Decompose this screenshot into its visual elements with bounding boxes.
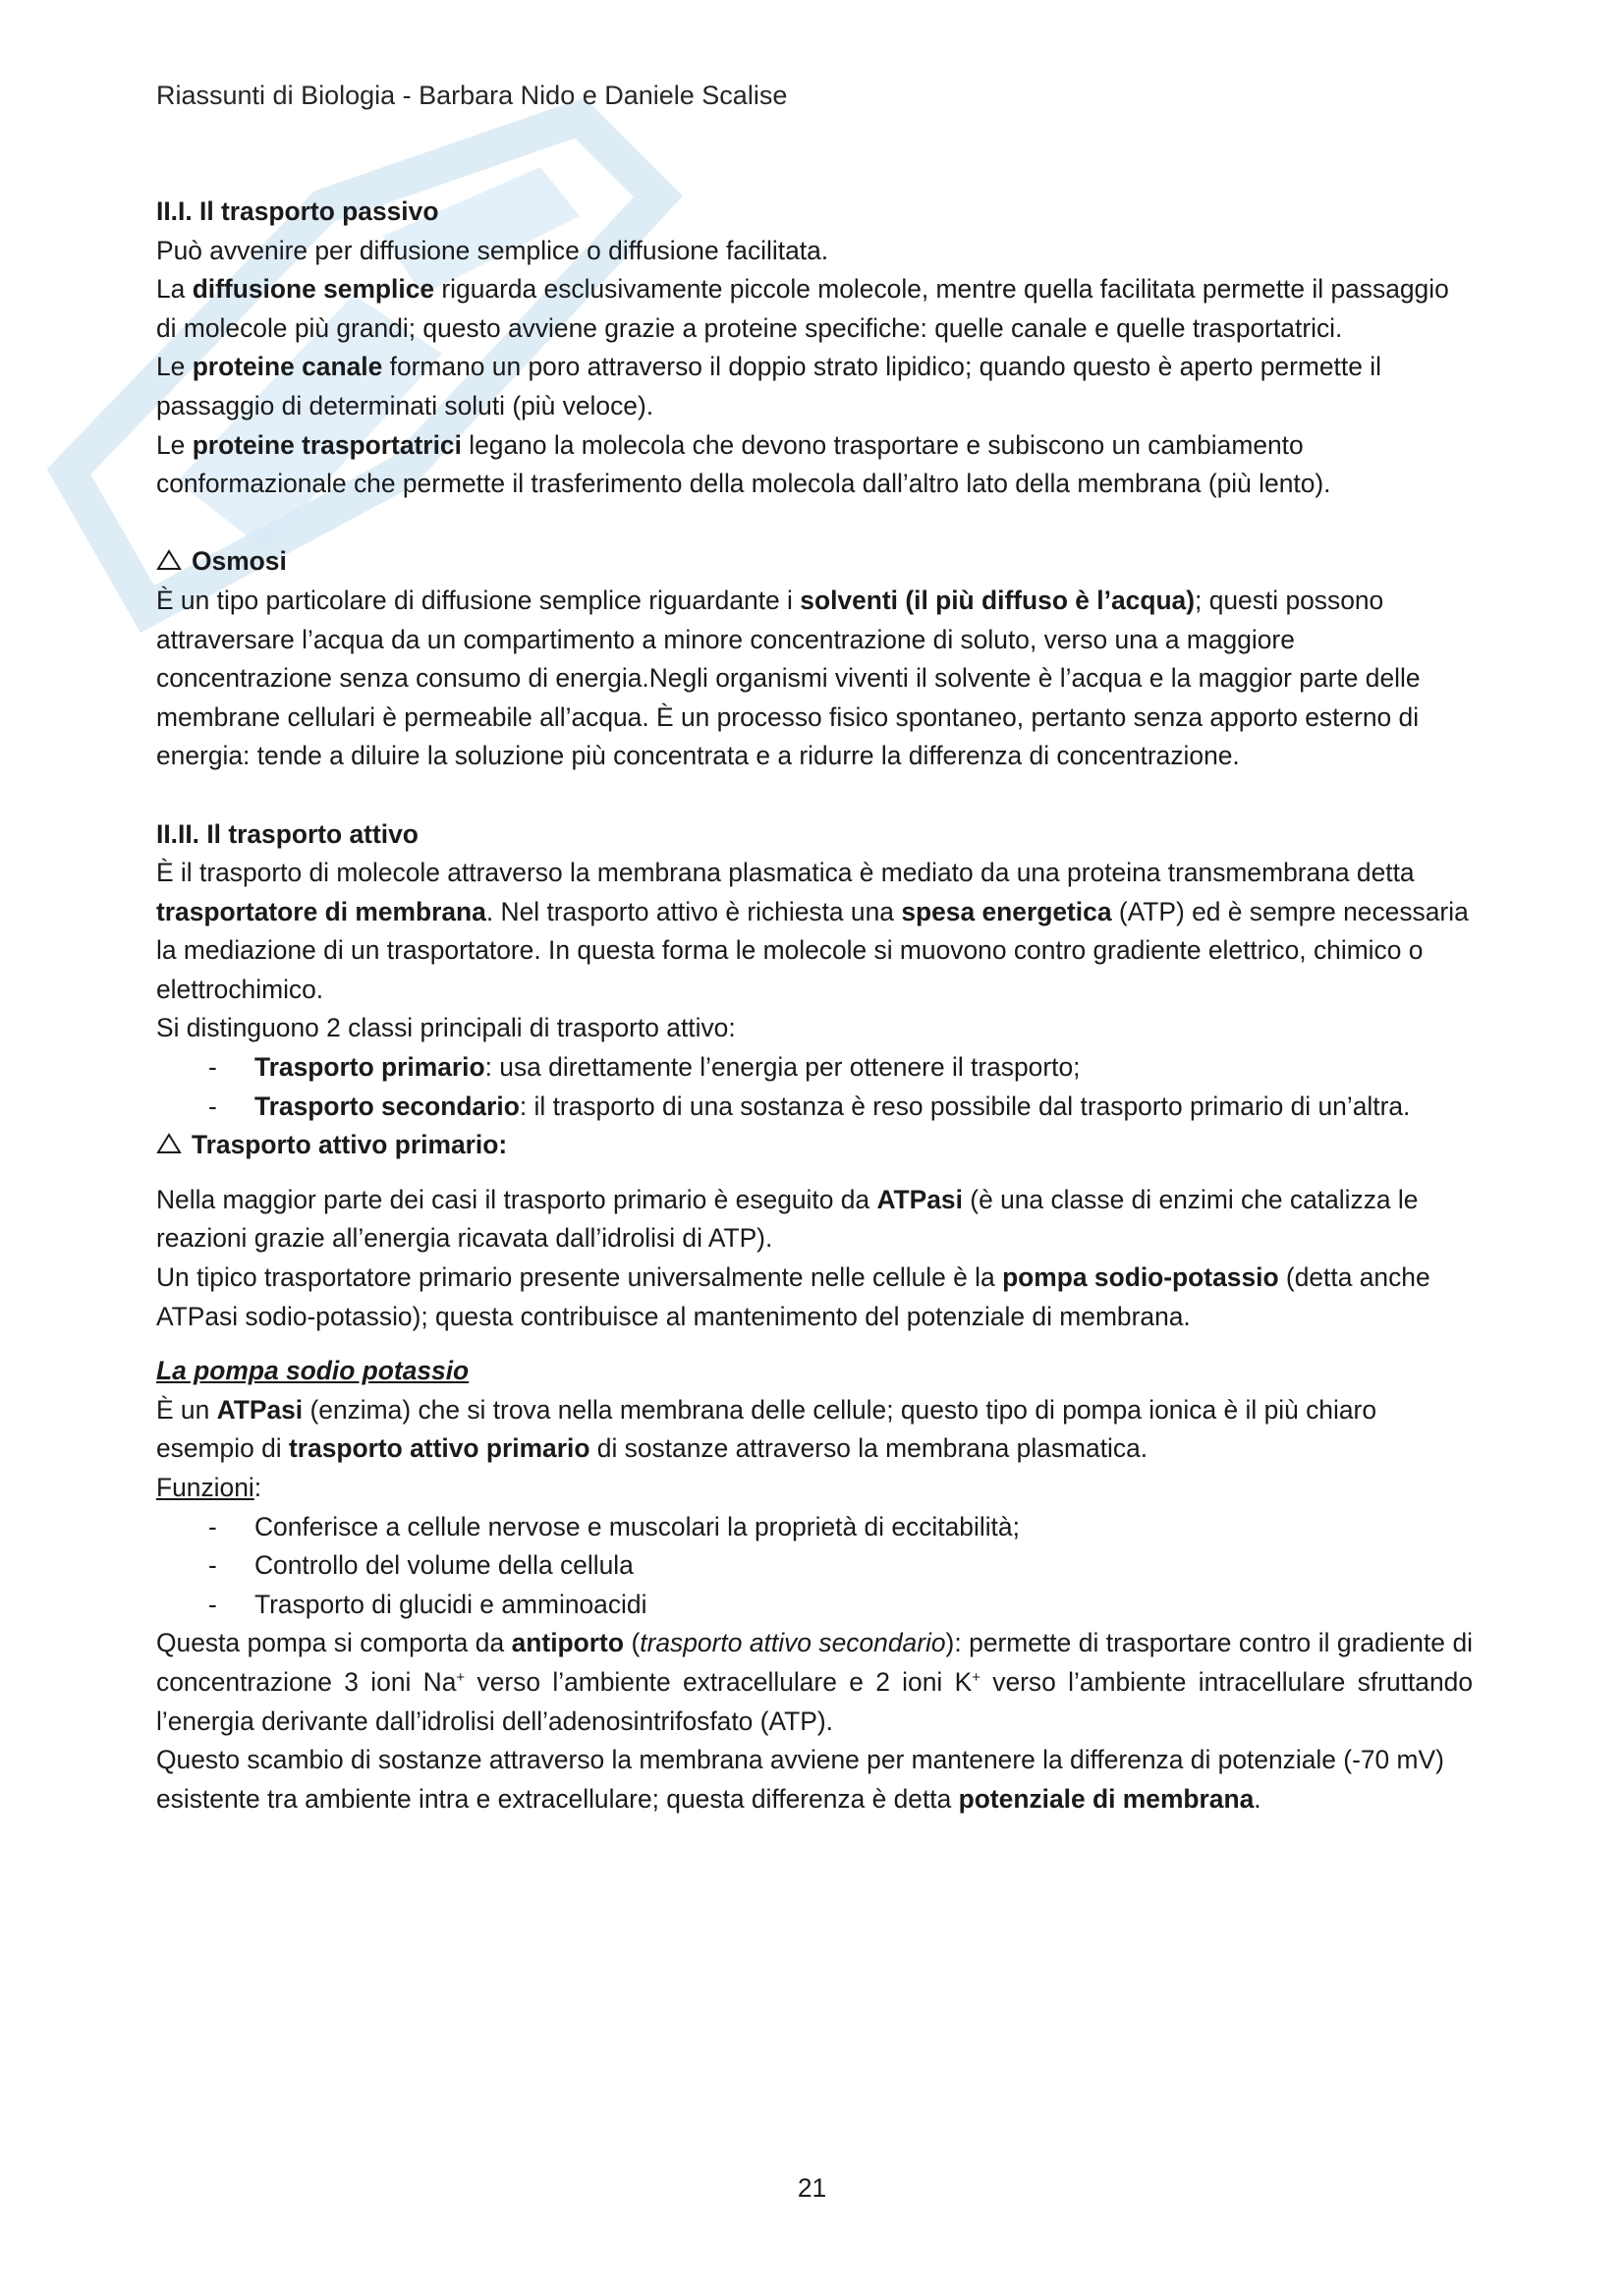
subheading-pompa: La pompa sodio potassio [156, 1356, 470, 1386]
list-item: - Trasporto secondario: il trasporto di una sostanza è reso possibile dal trasporto primario di un’altra. [208, 1091, 1411, 1121]
triangle-outline-icon [156, 1133, 182, 1154]
list-item: - Trasporto di glucidi e amminoacidi [208, 1589, 647, 1619]
list-item: - Controllo del volume della cellula [208, 1550, 634, 1581]
paragraph: La diffusione semplice riguarda esclusivamente piccole molecole, mentre quella facilitata permette il passaggio di molecole più grandi; questo avviene grazie a proteine specifiche: quelle canale e quelle trasportatrici. [156, 274, 1449, 343]
active-transport-list [156, 1048, 1473, 1126]
functions-list [156, 1508, 1473, 1625]
paragraph: Nella maggior parte dei casi il trasporto primario è eseguito da ATPasi (è una classe di enzimi che catalizza le reazioni grazie all’energia ricavata dall’idrolisi di ATP). [156, 1184, 1419, 1254]
paragraph: Questo scambio di sostanze attraverso la membrana avviene per mantenere la differenza di potenziale (-70 mV) esistente tra ambiente intra e extracellulare; questa differenza è detta potenziale di membrana. [156, 1745, 1444, 1814]
paragraph: È un tipo particolare di diffusione semplice riguardante i solventi (il più diffuso è l’acqua); questi possono attraversare l’acqua da un compartimento a minore concentrazione di soluto, verso una a maggiore concentrazione senza consumo di energia.Negli organismi viventi il solvente è l’acqua e la maggior parte delle membrane cellulari è permeabile all’acqua. È un processo fisico spontaneo, pertanto senza apporto esterno di energia: tende a diluire la soluzione più concentrata e a ridurre la differenza di concentrazione. [156, 585, 1421, 771]
triangle-outline-icon [156, 549, 182, 571]
paragraph: Si distinguono 2 classi principali di trasporto attivo: [156, 1013, 736, 1043]
list-item: - Trasporto primario: usa direttamente l’energia per ottenere il trasporto; [208, 1052, 1081, 1083]
paragraph: Un tipico trasportatore primario presente universalmente nelle cellule è la pompa sodio-potassio (detta anche ATPasi sodio-potassio); questa contribuisce al mantenimento del potenziale di membrana. [156, 1262, 1430, 1331]
page-number: 21 [797, 2173, 827, 2203]
list-item: - Conferisce a cellule nervose e muscolari la proprietà di eccitabilità; [208, 1511, 1020, 1541]
main-content [156, 193, 1473, 1819]
paragraph: È un ATPasi (enzima) che si trova nella membrana delle cellule; questo tipo di pompa ionica è il più chiaro esempio di trasporto attivo primario di sostanze attraverso la membrana plasmatica. [156, 1394, 1376, 1464]
section-heading-active: II.II. Il trasporto attivo [156, 818, 419, 849]
paragraph: Può avvenire per diffusione semplice o diffusione facilitata. [156, 235, 829, 265]
paragraph: Le proteine canale formano un poro attraverso il doppio strato lipidico; quando questo è aperto permette il passaggio di determinati soluti (più veloce). [156, 352, 1381, 420]
section-heading-passive: II.I. Il trasporto passivo [156, 196, 439, 226]
paragraph: È il trasporto di molecole attraverso la membrana plasmatica è mediato da una proteina transmembrana detta trasportatore di membrana. Nel trasporto attivo è richiesta una spesa energetica (ATP) ed è sempre necessaria la mediazione di un trasportatore. In questa forma le molecole si muovono contro gradiente elettrico, chimico o elettrochimico. [156, 858, 1469, 1004]
paragraph: Le proteine trasportatrici legano la molecola che devono trasportare e subiscono un cambiamento conformazionale che permette il trasferimento della molecola dall’altro lato della membrana (più lento). [156, 429, 1331, 499]
paragraph: Questa pompa si comporta da antiporto (trasporto attivo secondario): permette di trasportare contro il gradiente di concentrazione 3 ioni Na+ verso l’ambiente extracellulare e 2 ioni K+ verso l’ambiente intracellulare sfruttando l’energia derivante dall’idrolisi dell’adenosintrifosfato (ATP). [156, 1628, 1474, 1736]
subheading-primario: Trasporto attivo primario: [156, 1126, 1473, 1165]
subheading-osmosi: Osmosi [156, 542, 1473, 582]
running-header: Riassunti di Biologia - Barbara Nido e Daniele Scalise [156, 81, 788, 110]
functions-label: Funzioni: [156, 1473, 262, 1502]
